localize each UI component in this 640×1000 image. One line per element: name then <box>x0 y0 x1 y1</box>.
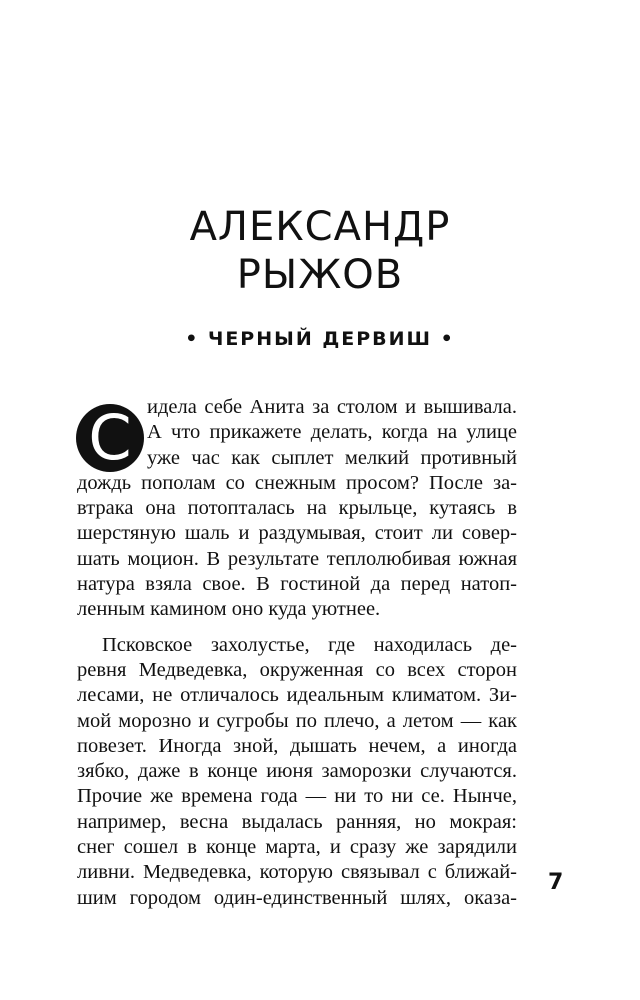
text-line: дождь пополам со снежным просом? После за- <box>77 471 517 494</box>
text-line: например, весна выдалась ранняя, но мокрая: <box>77 810 517 833</box>
body-text <box>77 395 517 911</box>
text-line: шать моцион. В результате теплолюбивая южная <box>77 547 517 570</box>
text-line: Псковское захолустье, где находилась де- <box>102 633 517 656</box>
drop-cap: С <box>76 404 144 472</box>
text-line: шим городом один-единственный шлях, оказа- <box>77 886 517 909</box>
text-line: повезет. Иногда зной, дышать нечем, а иногда <box>77 734 517 757</box>
text-line: лесами, не отличалось идеальным климатом. Зи- <box>77 684 517 707</box>
text-line: уже час как сыплет мелкий противный <box>147 446 517 469</box>
story-title: • ЧЕРНЫЙ ДЕРВИШ • <box>185 328 455 350</box>
text-line: зябко, даже в конце июня заморозки случаются. <box>77 760 517 783</box>
text-line: шерстяную шаль и раздумывая, стоит ли совер- <box>77 522 517 545</box>
text-line: Прочие же времена года — ни то ни се. Нынче, <box>77 785 517 808</box>
text-line: втрака она потопталась на крыльце, кутаясь в <box>77 497 517 520</box>
author-last-name: РЫЖОВ <box>236 252 404 298</box>
text-line: мой морозно и сугробы по плечо, а летом — как <box>77 709 517 732</box>
page-number: 7 <box>548 870 564 895</box>
text-line: идела себе Анита за столом и вышивала. <box>147 396 517 418</box>
text-line: ленным камином оно куда уютнее. <box>77 598 381 621</box>
text-line: натура взяла свое. В гостиной да перед натоп- <box>77 573 517 596</box>
text-line: снег сошел в конце марта, и сразу же зарядили <box>77 836 517 859</box>
text-line: А что прикажете делать, когда на улице <box>147 421 517 444</box>
text-line: ревня Медведевка, окруженная со всех сторон <box>77 658 517 681</box>
author-first-name: АЛЕКСАНДР <box>189 204 451 250</box>
text-line: ливни. Медведевка, которую связывал с ближай- <box>77 861 517 884</box>
author-name <box>0 203 640 299</box>
